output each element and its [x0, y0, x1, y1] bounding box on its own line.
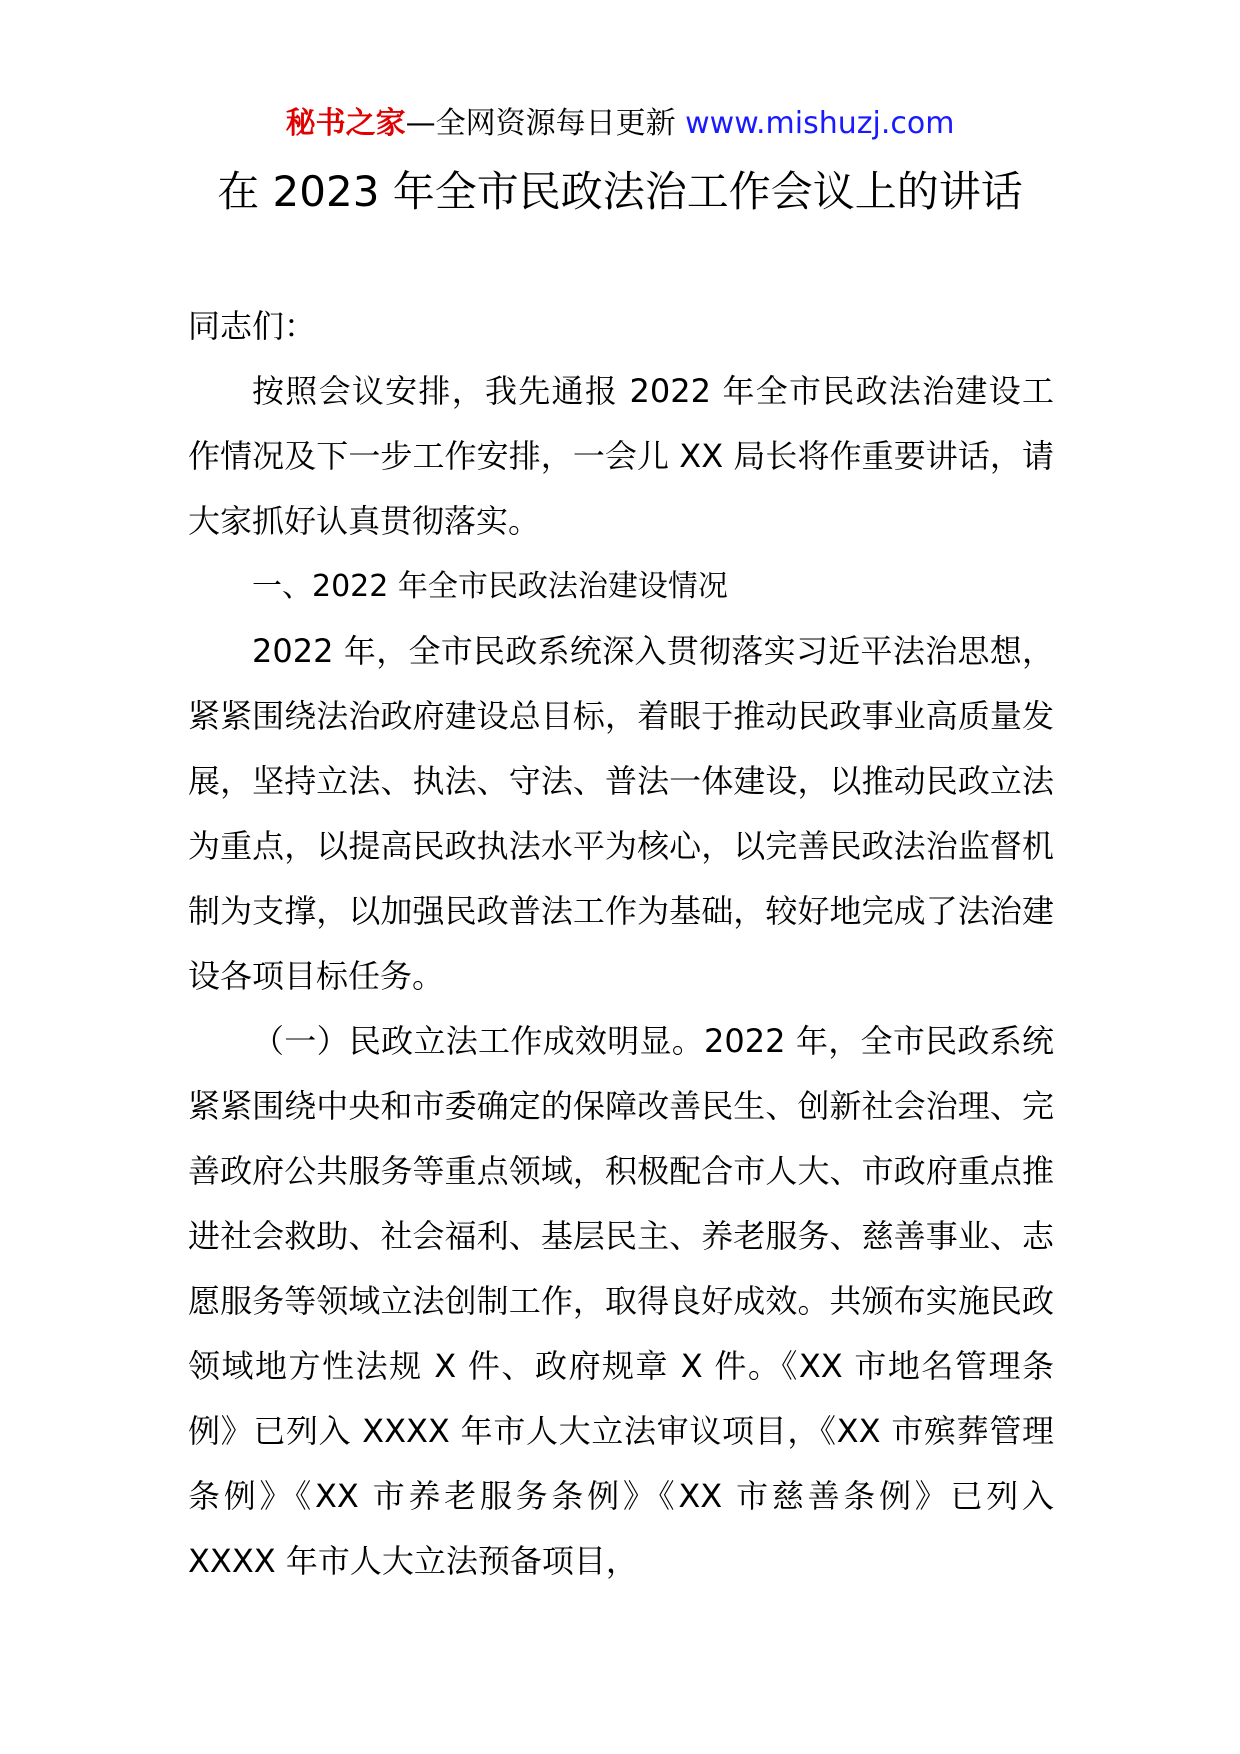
header-dash: —: [405, 106, 436, 141]
site-brand: 秘书之家: [285, 106, 406, 141]
body-paragraph: （一）民政立法工作成效明显。2022 年，全市民政系统紧紧围绕中央和市委确定的保障改善民生、创新社会治理、完善政府公共服务等重点领域，积极配合市人大、市政府重点推进社会救助、社会福利、基层民主、养老服务、慈善事业、志愿服务等领域立法创制工作，取得良好成效。共颁布实施民政领域地方性法规 X 件、政府规章 X 件。《XX 市地名管理条例》已列入 XXXX 年市人大立法审议项目，《XX 市殡葬管理条例》《XX 市养老服务条例》《XX 市慈善条例》已列入 XXXX 年市人大立法预备项目，: [188, 1022, 1054, 1580]
site-watermark-header: [0, 102, 1240, 146]
intro-paragraph: 按照会议安排，我先通报 2022 年全市民政法治建设工作情况及下一步工作安排，一会儿 XX 局长将作重要讲话，请大家抓好认真贯彻落实。: [188, 372, 1054, 540]
document-title: 在 2023 年全市民政法治工作会议上的讲话: [217, 167, 1023, 216]
site-tagline: 全网资源每日更新: [435, 106, 676, 141]
section-heading: 一、2022 年全市民政法治建设情况: [252, 569, 728, 604]
site-url-link[interactable]: www.mishuzj.com: [685, 106, 955, 141]
salutation: 同志们：: [188, 307, 317, 345]
document-body: [188, 294, 1054, 1594]
body-paragraph: 2022 年，全市民政系统深入贯彻落实习近平法治思想，紧紧围绕法治政府建设总目标，着眼于推动民政事业高质量发展，坚持立法、执法、守法、普法一体建设，以推动民政立法为重点，以提高民政执法水平为核心，以完善民政法治监督机制为支撑，以加强民政普法工作为基础，较好地完成了法治建设各项目标任务。: [188, 632, 1054, 995]
